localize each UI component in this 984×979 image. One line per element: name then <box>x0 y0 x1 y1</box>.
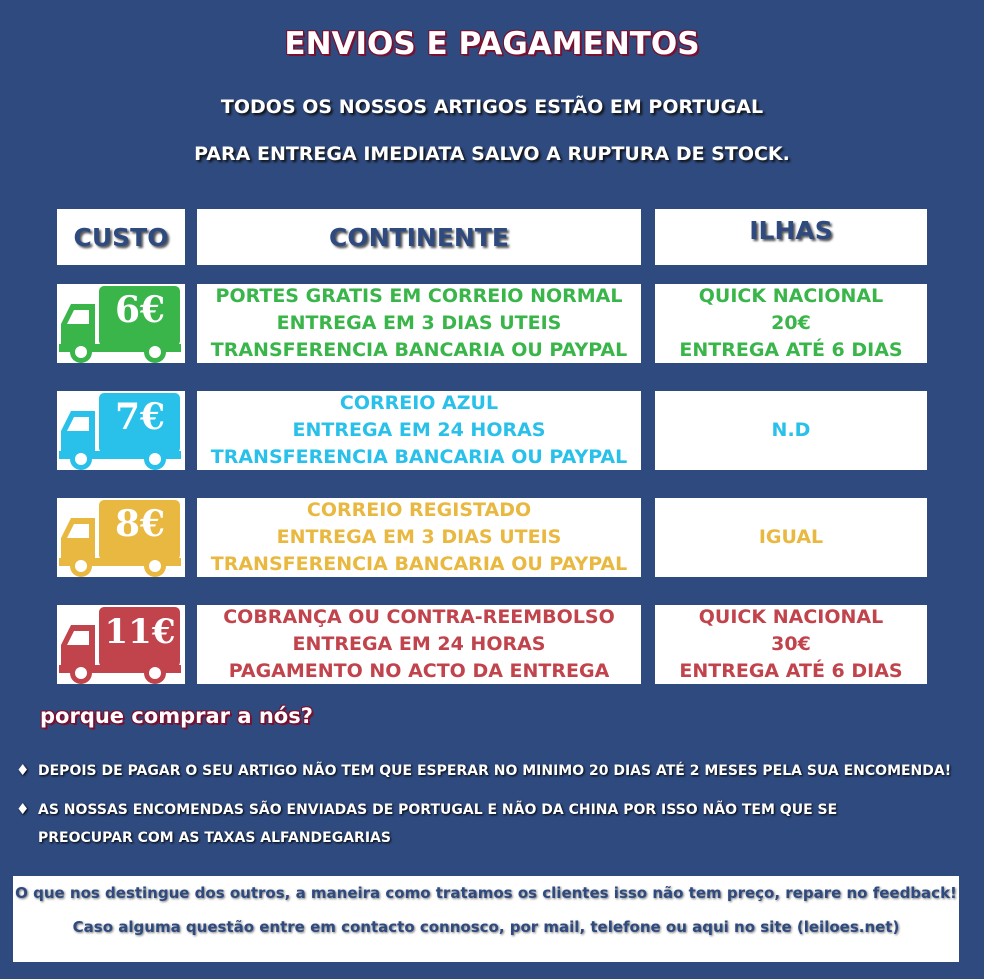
continent-line: CORREIO REGISTADO <box>306 499 532 521</box>
diamond-bullet-icon: ♦ <box>16 800 30 818</box>
delivery-truck-icon <box>57 284 185 363</box>
islands-line: IGUAL <box>758 526 824 548</box>
islands-line: 20€ <box>771 312 811 334</box>
continent-line: ENTREGA EM 24 HORAS <box>292 633 546 655</box>
header-continent-label: CONTINENTE <box>329 222 509 252</box>
bullet-item <box>16 795 837 852</box>
islands-cell <box>655 391 927 470</box>
continent-cell <box>197 498 641 577</box>
why-buy-heading: porque comprar a nós? <box>40 704 313 728</box>
continent-line: TRANSFERENCIA BANCARIA OU PAYPAL <box>210 553 628 575</box>
continent-line: TRANSFERENCIA BANCARIA OU PAYPAL <box>210 446 628 468</box>
price-label: 11€ <box>104 612 176 652</box>
truck-cell <box>57 391 185 470</box>
subtitle-stock: PARA ENTREGA IMEDIATA SALVO A RUPTURA DE STOCK. <box>194 143 790 165</box>
delivery-truck-icon <box>57 391 185 470</box>
islands-cell <box>655 284 927 363</box>
continent-cell <box>197 391 641 470</box>
page-title: ENVIOS E PAGAMENTOS <box>284 26 700 62</box>
footer-box <box>13 876 959 962</box>
continent-line: PORTES GRATIS EM CORREIO NORMAL <box>215 285 623 307</box>
delivery-truck-icon <box>57 605 185 684</box>
header-cost-label: CUSTO <box>73 222 169 252</box>
header-cost <box>57 209 185 265</box>
header-islands-label: ILHAS <box>749 216 833 245</box>
bullet-text-continued: PREOCUPAR COM AS TAXAS ALFANDEGARIAS <box>38 830 391 846</box>
continent-cell <box>197 284 641 363</box>
diamond-bullet-icon: ♦ <box>16 761 30 779</box>
price-label: 7€ <box>114 396 166 438</box>
continent-line: TRANSFERENCIA BANCARIA OU PAYPAL <box>210 339 628 361</box>
islands-cell <box>655 498 927 577</box>
subtitle-location: TODOS OS NOSSOS ARTIGOS ESTÃO EM PORTUGAL <box>220 96 764 118</box>
continent-line: ENTREGA EM 24 HORAS <box>292 419 546 441</box>
footer-line-1: O que nos destingue dos outros, a maneira como tratamos os clientes isso não tem preço, repare no feedback! <box>15 884 957 902</box>
price-label: 8€ <box>114 503 166 545</box>
bullet-text: DEPOIS DE PAGAR O SEU ARTIGO NÃO TEM QUE ESPERAR NO MINIMO 20 DIAS ATÉ 2 MESES PELA SUA ENCOMENDA! <box>38 763 952 779</box>
footer-line-2: Caso alguma questão entre em contacto connosco, por mail, telefone ou aqui no site (leiloes.net) <box>72 918 900 936</box>
price-label: 6€ <box>114 289 166 331</box>
islands-line: QUICK NACIONAL <box>698 606 884 628</box>
truck-cell <box>57 605 185 684</box>
islands-line: ENTREGA ATÉ 6 DIAS <box>679 660 903 682</box>
islands-line: QUICK NACIONAL <box>698 285 884 307</box>
islands-line: 30€ <box>771 633 811 655</box>
islands-cell <box>655 605 927 684</box>
truck-cell <box>57 498 185 577</box>
islands-line: N.D <box>771 419 811 441</box>
header-islands <box>655 209 927 265</box>
continent-line: COBRANÇA OU CONTRA-REEMBOLSO <box>223 606 615 628</box>
bullet-item <box>16 756 951 785</box>
continent-cell <box>197 605 641 684</box>
truck-cell <box>57 284 185 363</box>
continent-line: ENTREGA EM 3 DIAS UTEIS <box>276 312 562 334</box>
islands-line: ENTREGA ATÉ 6 DIAS <box>679 339 903 361</box>
continent-line: ENTREGA EM 3 DIAS UTEIS <box>276 526 562 548</box>
continent-line: CORREIO AZUL <box>339 392 499 414</box>
bullet-text: AS NOSSAS ENCOMENDAS SÃO ENVIADAS DE PORTUGAL E NÃO DA CHINA POR ISSO NÃO TEM QUE SE <box>38 802 838 818</box>
continent-line: PAGAMENTO NO ACTO DA ENTREGA <box>228 660 610 682</box>
header-continent <box>197 209 641 265</box>
delivery-truck-icon <box>57 498 185 577</box>
